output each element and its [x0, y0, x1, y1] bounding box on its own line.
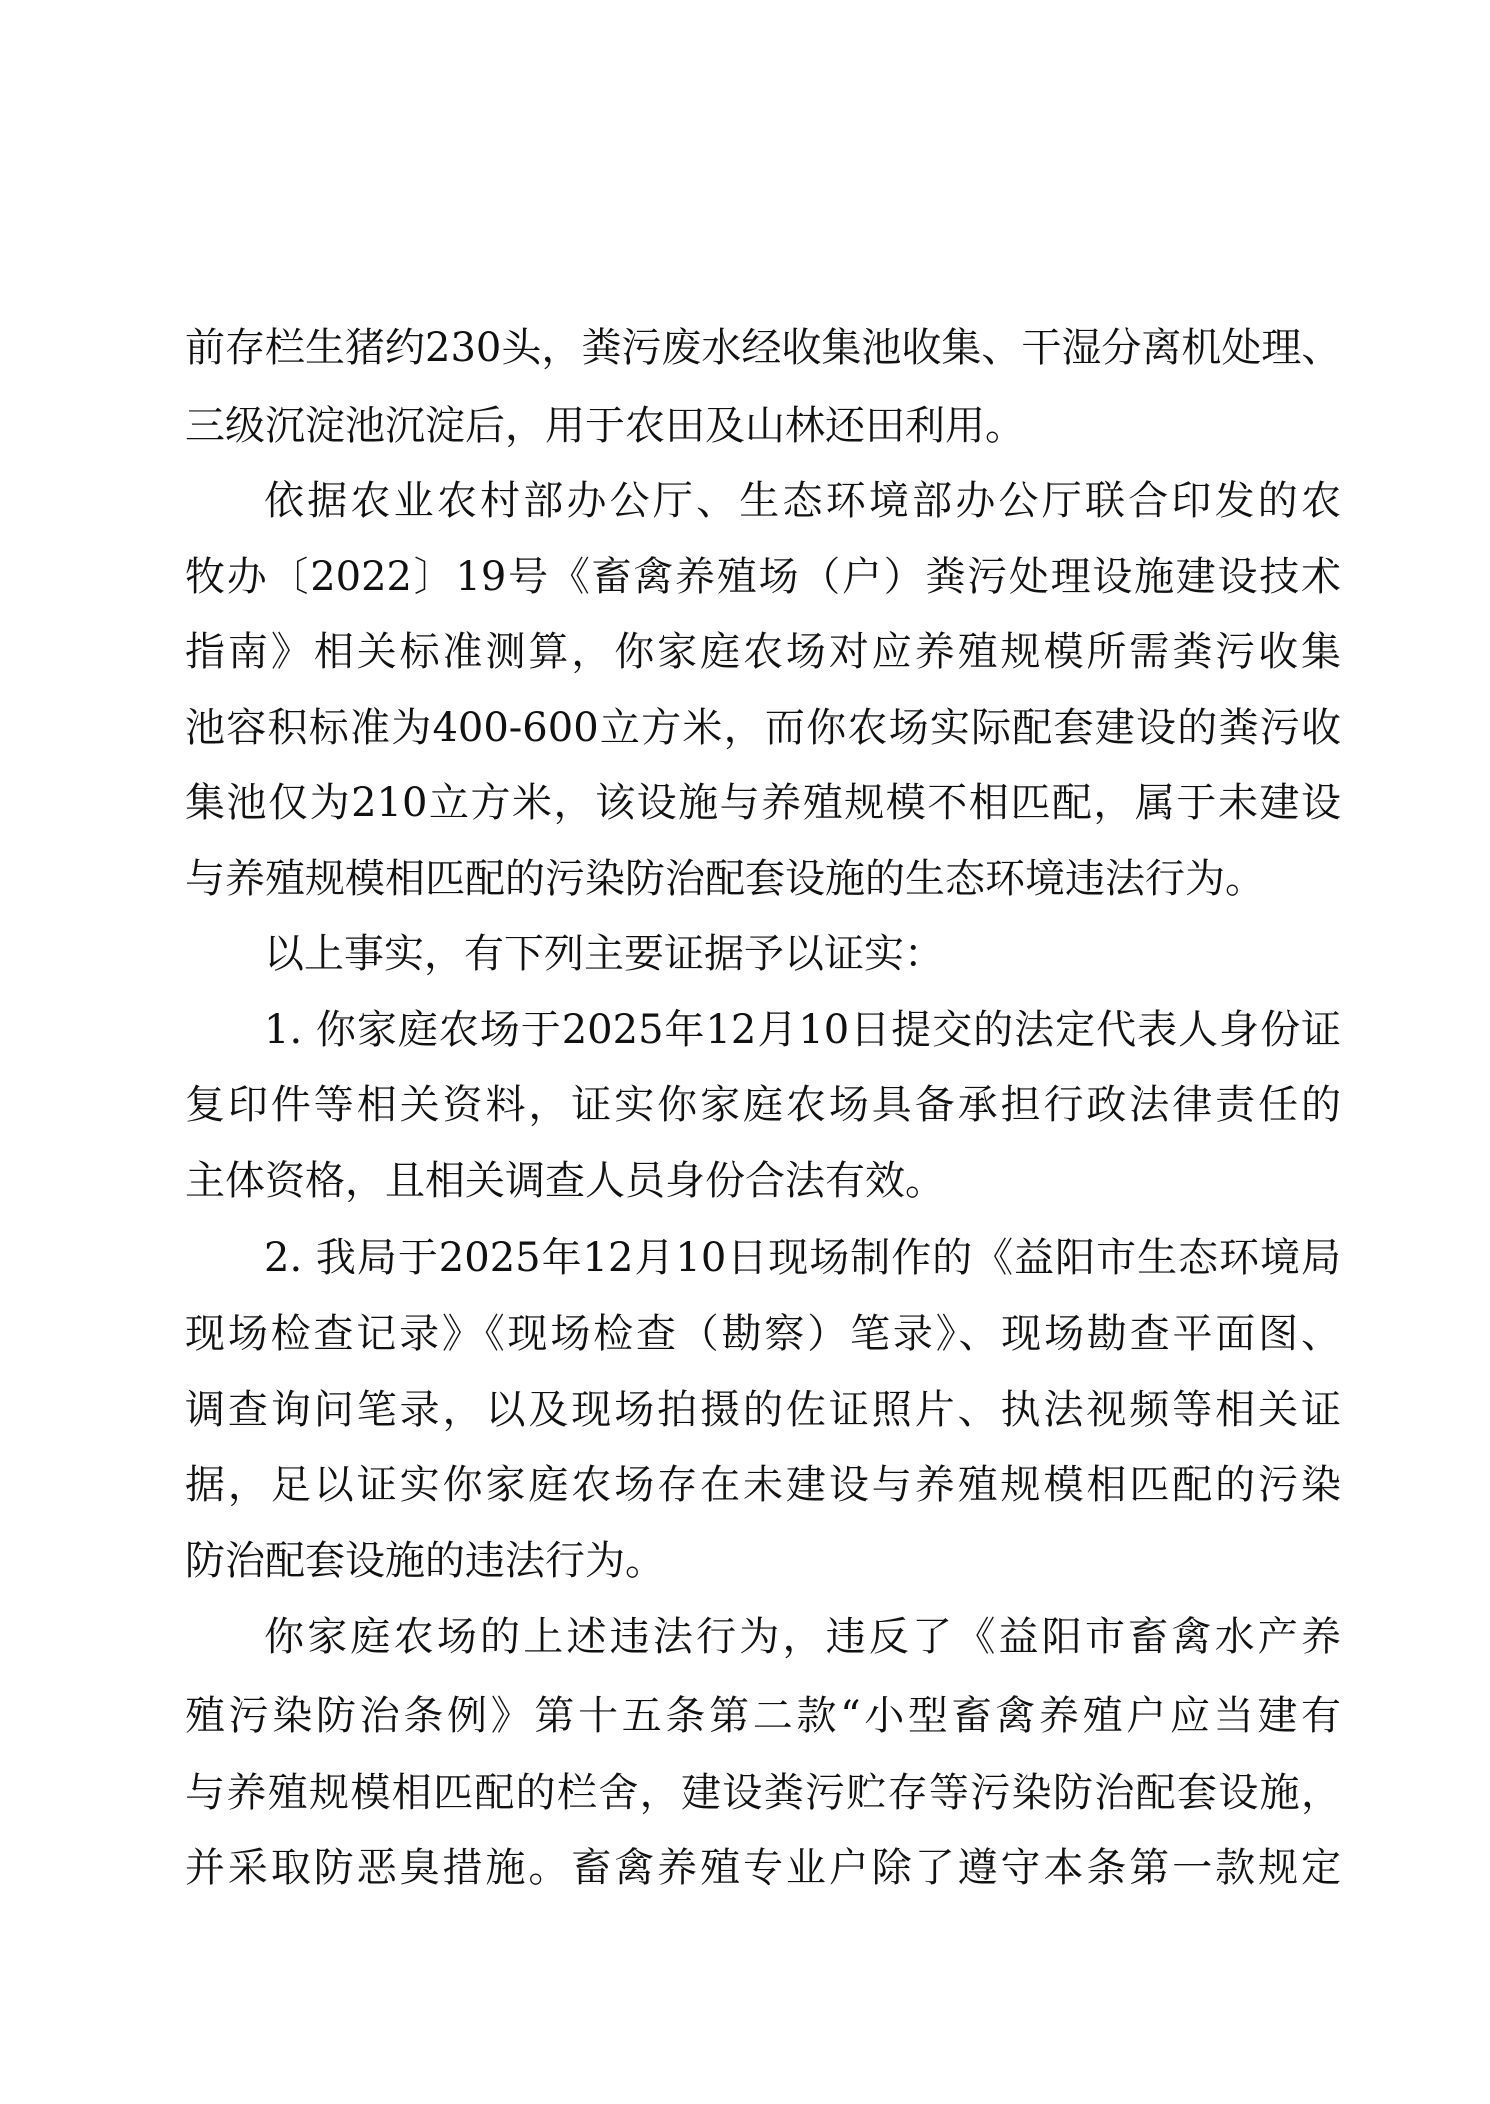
text-line: 据，足以证实你家庭农场存在未建设与养殖规模相匹配的污染: [185, 1462, 1341, 1508]
text-line: 牧办〔2022〕19号《畜禽养殖场（户）粪污处理设施建设技术: [185, 554, 1341, 600]
text-line: 以上事实，有下列主要证据予以证实：: [264, 931, 944, 977]
text-line: 复印件等相关资料，证实你家庭农场具备承担行政法律责任的: [185, 1082, 1341, 1128]
text-line: 依据农业农村部办公厅、生态环境部办公厅联合印发的农: [264, 478, 1341, 524]
text-line: 指南》相关标准测算，你家庭农场对应养殖规模所需粪污收集: [185, 629, 1341, 675]
text-line: 你家庭农场的上述违法行为，违反了《益阳市畜禽水产养: [264, 1614, 1341, 1660]
text-line: 池容积标准为400-600立方米，而你农场实际配套建设的粪污收: [185, 705, 1341, 751]
text-line: 与养殖规模相匹配的栏舍，建设粪污贮存等污染防治配套设施，: [185, 1770, 1341, 1816]
evidence-item-2: 2. 我局于2025年12月10日现场制作的《益阳市生态环境局: [264, 1235, 1341, 1281]
text-line: 前存栏生猪约230头，粪污废水经收集池收集、干湿分离机处理、: [185, 325, 1342, 371]
text-line: 并采取防恶臭措施。畜禽养殖专业户除了遵守本条第一款规定: [185, 1845, 1341, 1891]
text-line: 殖污染防治条例》第十五条第二款“小型畜禽养殖户应当建有: [185, 1693, 1341, 1739]
text-line: 防治配套设施的违法行为。: [185, 1538, 665, 1584]
text-line: 与养殖规模相匹配的污染防治配套设施的生态环境违法行为。: [185, 856, 1265, 902]
text-line: 现场检查记录》《现场检查（勘察）笔录》、现场勘查平面图、: [185, 1311, 1341, 1357]
text-line: 集池仅为210立方米，该设施与养殖规模不相匹配，属于未建设: [185, 780, 1341, 826]
evidence-item-1: 1. 你家庭农场于2025年12月10日提交的法定代表人身份证: [264, 1007, 1341, 1053]
text-line: 三级沉淀池沉淀后，用于农田及山林还田利用。: [185, 403, 1025, 449]
text-line: 主体资格，且相关调查人员身份合法有效。: [185, 1158, 945, 1204]
text-line: 调查询问笔录，以及现场拍摄的佐证照片、执法视频等相关证: [185, 1387, 1341, 1433]
